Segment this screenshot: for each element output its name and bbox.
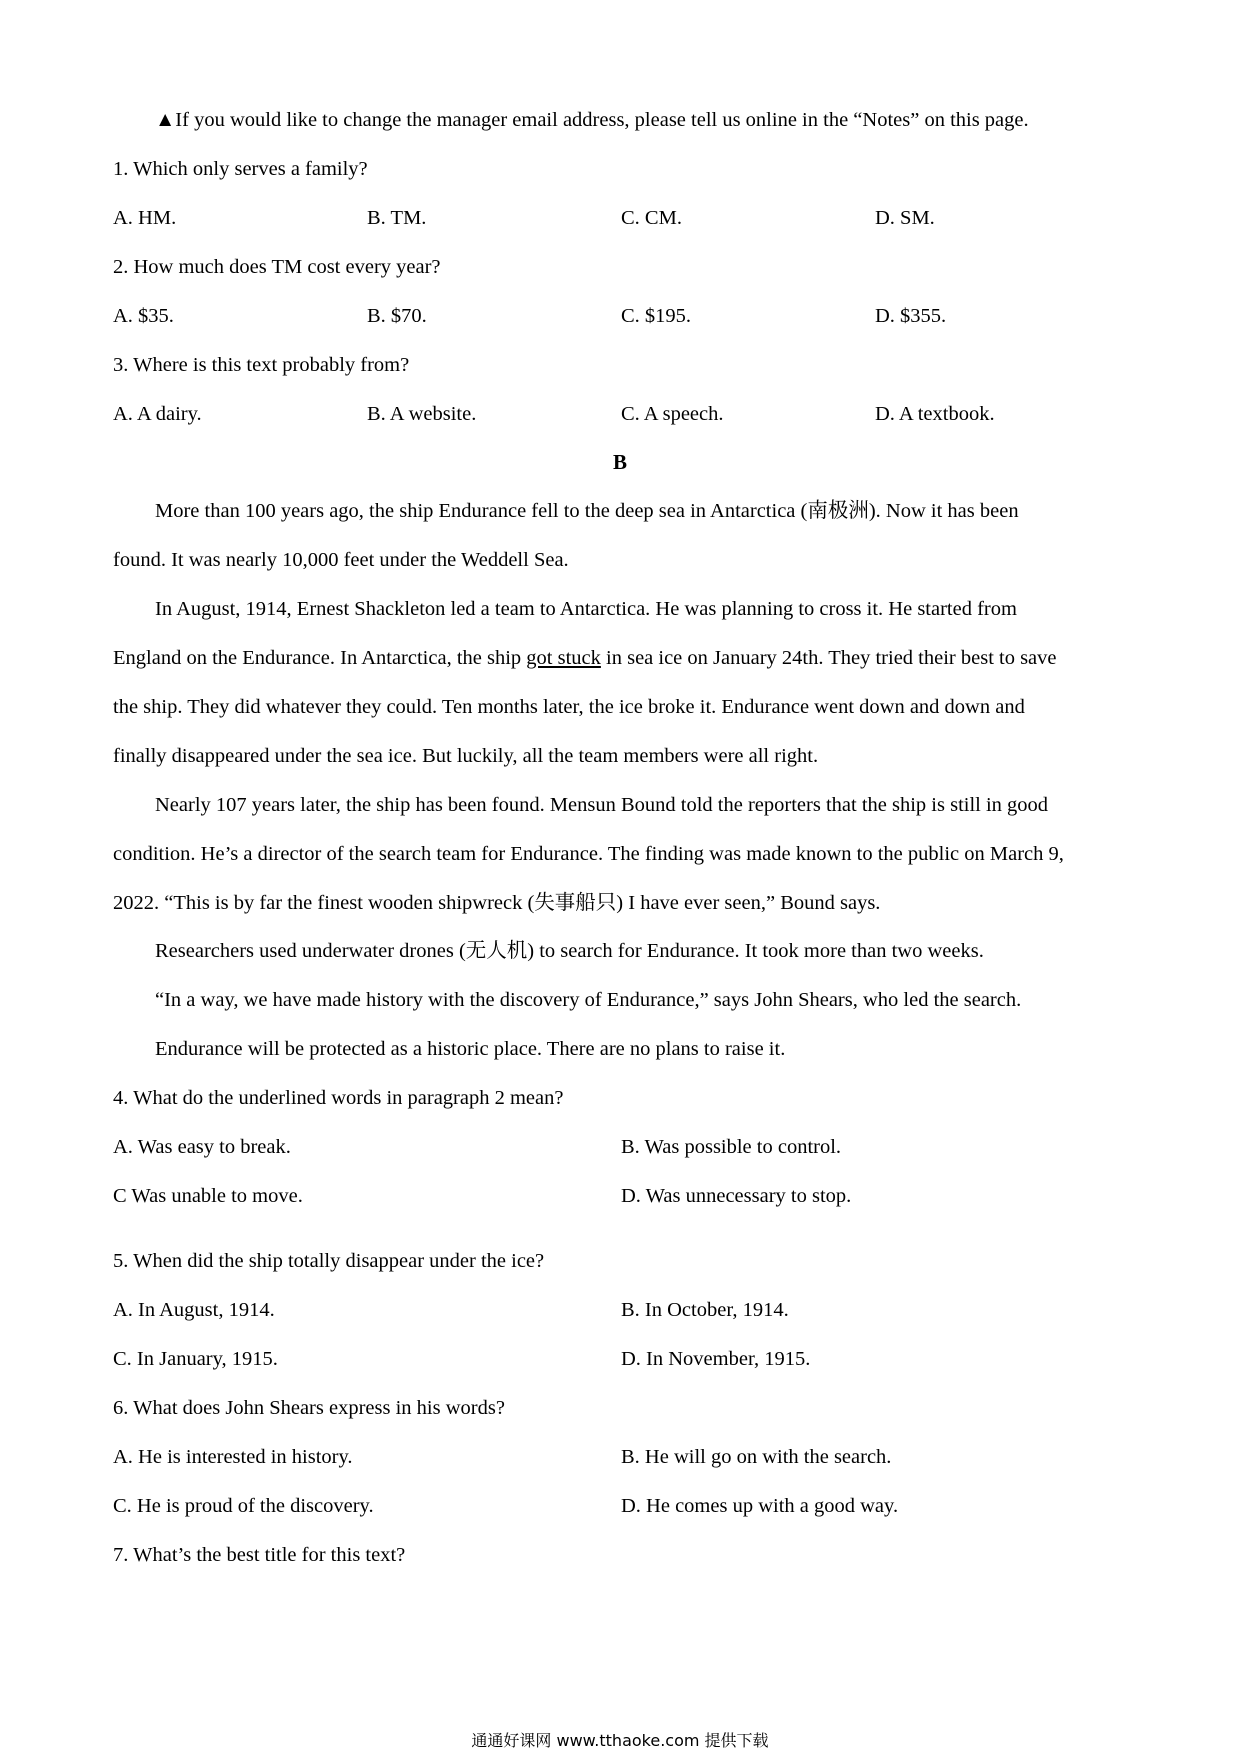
passage-p4: Researchers used underwater drones (无人机) to search for Endurance. It took more than two weeks.	[155, 940, 984, 962]
question-7-stem: 7. What’s the best title for this text?	[113, 1544, 406, 1566]
passage-p3-line1: Nearly 107 years later, the ship has been found. Mensun Bound told the reporters that the ship is still in good	[155, 794, 1049, 816]
question-4-stem: 4. What do the underlined words in paragraph 2 mean?	[113, 1087, 564, 1109]
passage-p2-line2-pre: England on the Endurance. In Antarctica, the ship	[113, 647, 527, 669]
passage-p1-line1: More than 100 years ago, the ship Endurance fell to the deep sea in Antarctica (南极洲). Now it has been	[155, 500, 1019, 522]
q2-option-a: A. $35.	[113, 305, 174, 327]
q3-option-a: A. A dairy.	[113, 403, 202, 425]
q1-option-d: D. SM.	[875, 207, 935, 229]
q6-option-a: A. He is interested in history.	[113, 1446, 353, 1468]
passage-p6: Endurance will be protected as a historic place. There are no plans to raise it.	[155, 1038, 786, 1060]
page-footer: 通通好课网 www.tthaoke.com 提供下载	[471, 1731, 769, 1750]
underlined-phrase: got stuck	[526, 647, 601, 669]
q6-option-c: C. He is proud of the discovery.	[113, 1495, 374, 1517]
q1-option-c: C. CM.	[621, 207, 682, 229]
passage-p2-line2-post: in sea ice on January 24th. They tried their best to save	[600, 647, 1057, 669]
question-2-stem: 2. How much does TM cost every year?	[113, 256, 441, 278]
passage-p2-line3: the ship. They did whatever they could. Ten months later, the ice broke it. Endurance went down and down and	[113, 696, 1025, 718]
q2-option-b: B. $70.	[367, 305, 427, 327]
q5-option-b: B. In October, 1914.	[621, 1299, 789, 1321]
passage-p3-line2: condition. He’s a director of the search team for Endurance. The finding was made known to the public on March 9,	[113, 843, 1064, 865]
q6-option-b: B. He will go on with the search.	[621, 1446, 892, 1468]
passage-p5: “In a way, we have made history with the discovery of Endurance,” says John Shears, who led the search.	[155, 989, 1022, 1011]
q5-option-a: A. In August, 1914.	[113, 1299, 275, 1321]
passage-p2-line4: finally disappeared under the sea ice. But luckily, all the team members were all right.	[113, 745, 819, 767]
q4-option-a: A. Was easy to break.	[113, 1136, 291, 1158]
q1-option-a: A. HM.	[113, 207, 177, 229]
passage-p3-line3: 2022. “This is by far the finest wooden shipwreck (失事船只) I have ever seen,” Bound says.	[113, 892, 881, 914]
passage-p1-line2: found. It was nearly 10,000 feet under the Weddell Sea.	[113, 549, 569, 571]
question-1-stem: 1. Which only serves a family?	[113, 158, 368, 180]
q3-option-c: C. A speech.	[621, 403, 724, 425]
section-heading-b: B	[612, 450, 627, 474]
question-6-stem: 6. What does John Shears express in his words?	[113, 1397, 505, 1419]
q3-option-b: B. A website.	[367, 403, 477, 425]
q2-option-d: D. $355.	[875, 305, 947, 327]
question-5-stem: 5. When did the ship totally disappear under the ice?	[113, 1250, 545, 1272]
passage-p2-line2	[113, 645, 1057, 671]
question-3-stem: 3. Where is this text probably from?	[113, 354, 410, 376]
notice-text: ▲If you would like to change the manager email address, please tell us online in the “Notes” on this page.	[155, 109, 1029, 131]
q4-option-d: D. Was unnecessary to stop.	[621, 1185, 852, 1207]
q1-option-b: B. TM.	[367, 207, 427, 229]
q5-option-d: D. In November, 1915.	[621, 1348, 811, 1370]
passage-p2-line1: In August, 1914, Ernest Shackleton led a team to Antarctica. He was planning to cross it. He started from	[155, 598, 1017, 620]
q2-option-c: C. $195.	[621, 305, 692, 327]
q5-option-c: C. In January, 1915.	[113, 1348, 278, 1370]
q4-option-b: B. Was possible to control.	[621, 1136, 842, 1158]
q3-option-d: D. A textbook.	[875, 403, 995, 425]
q6-option-d: D. He comes up with a good way.	[621, 1495, 899, 1517]
q4-option-c: C Was unable to move.	[113, 1185, 303, 1207]
